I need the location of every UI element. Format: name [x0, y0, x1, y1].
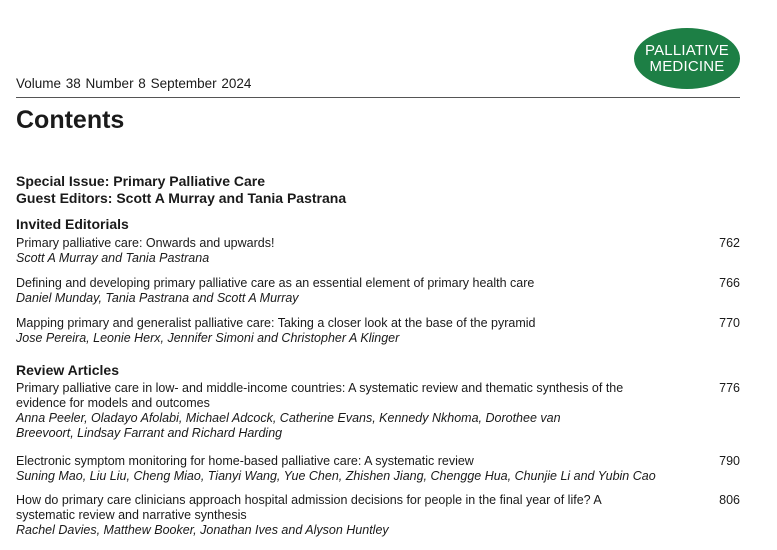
page-number: 766 [719, 276, 740, 290]
article-authors: Jose Pereira, Leonie Herx, Jennifer Simoni and Christopher A Klinger [16, 331, 400, 345]
toc-entry[interactable] [16, 454, 740, 484]
section-heading-invited-editorials: Invited Editorials [16, 216, 129, 232]
article-authors: Anna Peeler, Oladayo Afolabi, Michael Adcock, Catherine Evans, Kennedy Nkhoma, Dorothee van Breevoort, Lindsay Farrant and Richard Harding [16, 411, 561, 440]
header-divider [16, 97, 740, 98]
article-title[interactable]: Mapping primary and generalist palliative care: Taking a closer look at the base of the pyramid [16, 316, 536, 330]
article-authors: Suning Mao, Liu Liu, Cheng Miao, Tianyi Wang, Yue Chen, Zhishen Jiang, Chengge Hua, Chunjie Li and Yubin Cao [16, 469, 656, 483]
article-title[interactable]: Electronic symptom monitoring for home-based palliative care: A systematic review [16, 454, 474, 468]
toc-entry[interactable] [16, 316, 740, 346]
issue-info: Volume 38 Number 8 September 2024 [16, 76, 252, 91]
page-number: 806 [719, 493, 740, 507]
article-title[interactable]: How do primary care clinicians approach hospital admission decisions for people in the final year of life? A systematic review and narrative synthesis [16, 493, 602, 522]
toc-entry[interactable] [16, 236, 740, 266]
page-number: 770 [719, 316, 740, 330]
logo-line1: PALLIATIVE [645, 41, 729, 59]
article-title[interactable]: Primary palliative care: Onwards and upwards! [16, 236, 275, 250]
toc-entry[interactable] [16, 493, 740, 538]
article-title[interactable]: Defining and developing primary palliative care as an essential element of primary health care [16, 276, 535, 290]
toc-entry[interactable] [16, 276, 740, 306]
article-title[interactable]: Primary palliative care in low- and middle-income countries: A systematic review and thematic synthesis of the evidence for models and outcomes [16, 381, 624, 410]
journal-logo [634, 28, 740, 89]
guest-editors: Guest Editors: Scott A Murray and Tania Pastrana [16, 190, 347, 206]
logo-line2: MEDICINE [649, 57, 725, 75]
special-issue-title: Special Issue: Primary Palliative Care [16, 173, 266, 189]
article-authors: Daniel Munday, Tania Pastrana and Scott A Murray [16, 291, 299, 305]
special-issue-block [16, 173, 346, 207]
toc-entry[interactable] [16, 381, 740, 441]
page-number: 790 [719, 454, 740, 468]
page-title: Contents [16, 106, 125, 134]
page-number: 776 [719, 381, 740, 395]
article-authors: Scott A Murray and Tania Pastrana [16, 251, 210, 265]
section-heading-review-articles: Review Articles [16, 362, 119, 378]
page-number: 762 [719, 236, 740, 250]
article-authors: Rachel Davies, Matthew Booker, Jonathan Ives and Alyson Huntley [16, 523, 389, 537]
